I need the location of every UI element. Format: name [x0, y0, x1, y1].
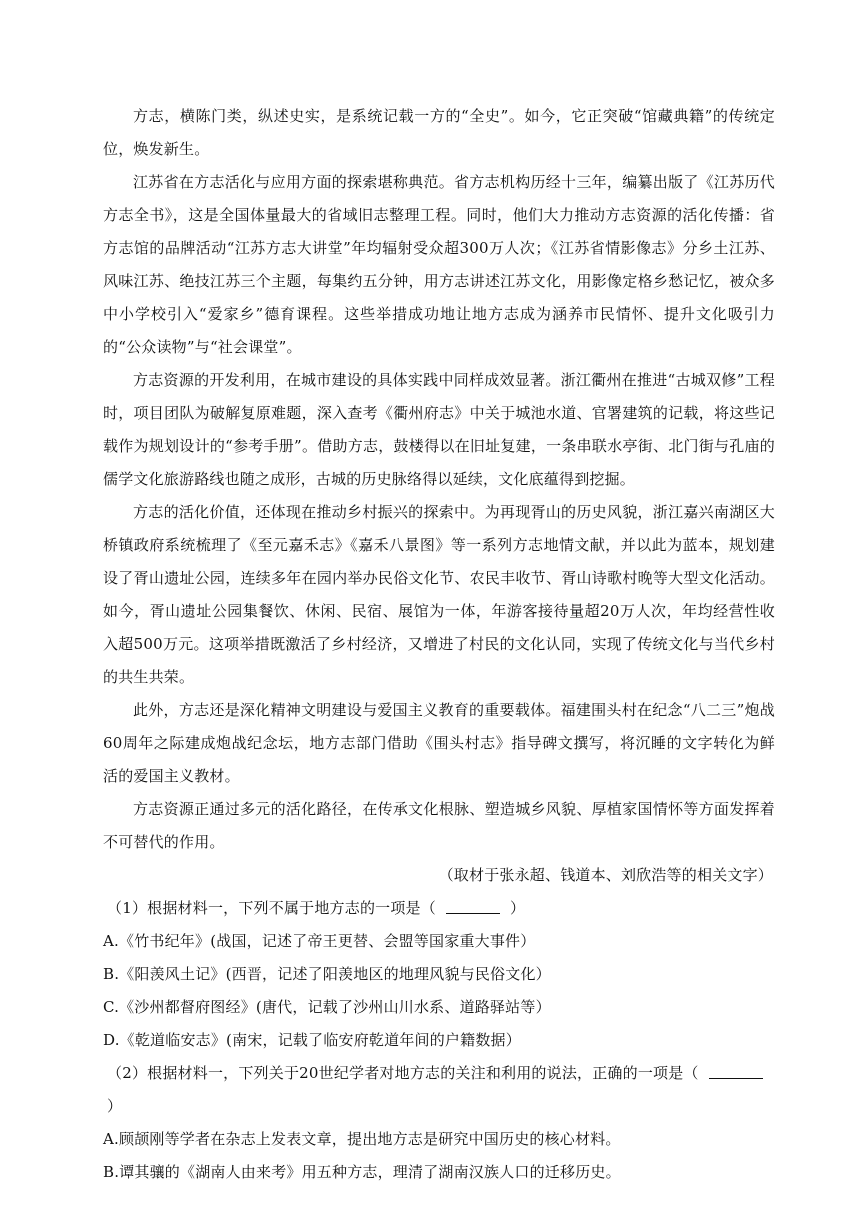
paragraph-5: 此外，方志还是深化精神文明建设与爱国主义教育的重要载体。福建围头村在纪念“八二三”炮战60周年之际建成炮战纪念坛，地方志部门借助《围头村志》指导碑文撰写，将沉睡的文字转化为鲜活的爱国主义教材。: [103, 701, 775, 785]
paragraph-1: 方志，横陈门类，纵述史实，是系统记载一方的“全史”。如今，它正突破“馆藏典籍”的传统定位，焕发新生。: [103, 107, 775, 158]
question-1-option-c: C.《沙州都督府图经》(唐代，记载了沙州山川水系、道路驿站等）: [103, 998, 551, 1016]
question-1-stem: [103, 892, 775, 925]
question-1-text: （1）根据材料一，下列不属于地方志的一项是（: [107, 899, 436, 917]
question-2-text: （2）根据材料一，下列关于20世纪学者对地方志的关注和利用的说法，正确的一项是（: [107, 1064, 699, 1082]
paragraph-3: 方志资源的开发利用，在城市建设的具体实践中同样成效显著。浙江衢州在推进“古城双修”工程时，项目团队为破解复原难题，深入查考《衢州府志》中关于城池水道、官署建筑的记载，将这些记载作为规划设计的“参考手册”。借助方志，鼓楼得以在旧址复建，一条串联水亭街、北门街与孔庙的儒学文化旅游路线也随之成形，古城的历史脉络得以延续，文化底蕴得到挖掘。: [103, 371, 775, 488]
source-citation: （取材于张永超、钱道本、刘欣浩等的相关文字）: [438, 866, 773, 884]
answer-blank[interactable]: [709, 1062, 763, 1079]
question-1-close: ）: [509, 899, 526, 917]
question-1-option-a: A.《竹书纪年》(战国，记述了帝王更替、会盟等国家重大事件）: [103, 932, 536, 950]
question-2-close: ）: [107, 1097, 123, 1115]
paragraph-6: 方志资源正通过多元的活化路径，在传承文化根脉、塑造城乡风貌、厚植家国情怀等方面发挥着不可替代的作用。: [103, 800, 775, 851]
paragraph-2: 江苏省在方志活化与应用方面的探索堪称典范。省方志机构历经十三年，编纂出版了《江苏历代方志全书》，这是全国体量最大的省域旧志整理工程。同时，他们大力推动方志资源的活化传播：省方志馆的品牌活动“江苏方志大讲堂”年均辐射受众超300万人次；《江苏省情影像志》分乡土江苏、风味江苏、绝技江苏三个主题，每集约五分钟，用方志讲述江苏文化，用影像定格乡愁记忆，被众多中小学校引入“爱家乡”德育课程。这些举措成功地让地方志成为涵养市民情怀、提升文化吸引力的“公众读物”与“社会课堂”。: [103, 173, 775, 356]
question-1-option-b: B.《阳羡风土记》(西晋，记述了阳羡地区的地理风貌与民俗文化）: [103, 965, 551, 983]
article-body: [103, 100, 775, 1189]
question-2-stem: [103, 1057, 775, 1123]
question-2-option-a: A.顾颉刚等学者在杂志上发表文章，提出地方志是研究中国历史的核心材料。: [103, 1130, 621, 1148]
question-1-option-d: D.《乾道临安志》(南宋，记载了临安府乾道年间的户籍数据）: [103, 1031, 521, 1049]
paragraph-4: 方志的活化价值，还体现在推动乡村振兴的探索中。为再现胥山的历史风貌，浙江嘉兴南湖区大桥镇政府系统梳理了《至元嘉禾志》《嘉禾八景图》等一系列方志地情文献，并以此为蓝本，规划建设了胥山遗址公园，连续多年在园内举办民俗文化节、农民丰收节、胥山诗歌村晚等大型文化活动。如今，胥山遗址公园集餐饮、休闲、民宿、展馆为一体，年游客接待量超20万人次，年均经营性收入超500万元。这项举措既激活了乡村经济，又增进了村民的文化认同，实现了传统文化与当代乡村的共生共荣。: [103, 503, 775, 686]
answer-blank[interactable]: [446, 897, 500, 914]
question-2-option-b: B.谭其骧的《湖南人由来考》用五种方志，理清了湖南汉族人口的迁移历史。: [103, 1163, 621, 1181]
